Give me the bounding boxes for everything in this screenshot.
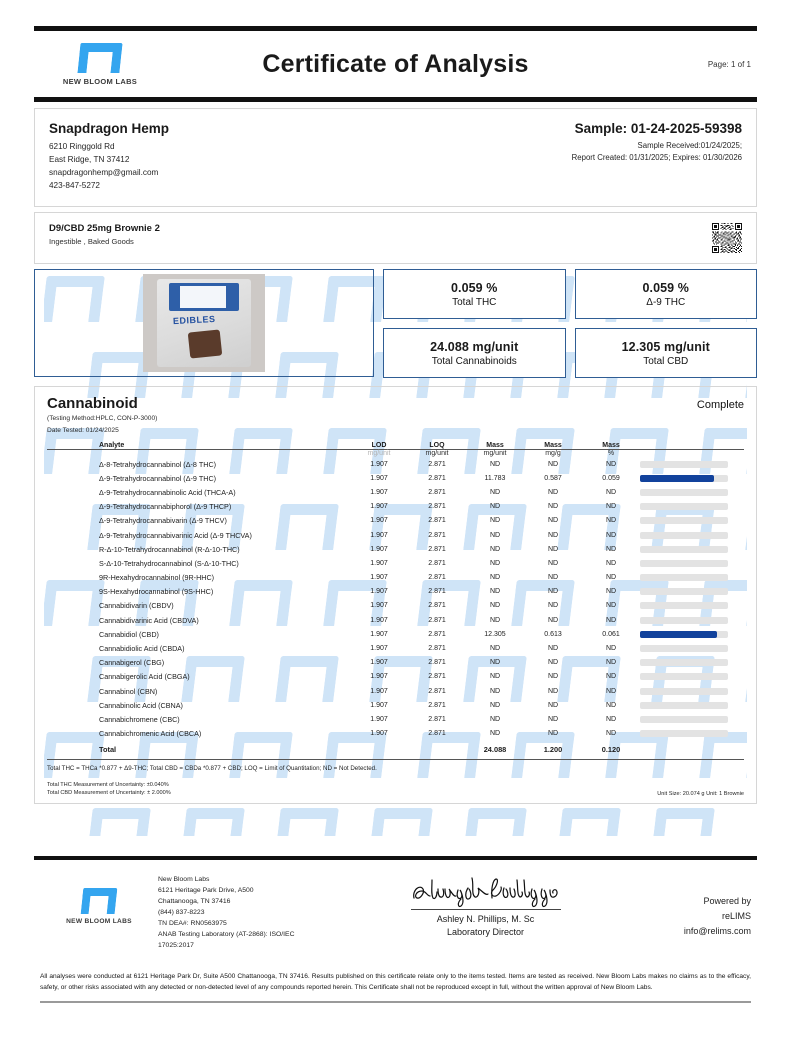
- analyte-mass-pct: ND: [605, 645, 617, 653]
- header-bottom-rule: [34, 97, 757, 102]
- watermark-logo-icon: [369, 808, 433, 836]
- panel-title: Cannabinoid: [47, 395, 138, 412]
- analyte-bar-cell: [640, 471, 744, 485]
- unit-lod: mg/unit: [367, 450, 391, 457]
- analyte-name: Δ-9-Tetrahydrocannabinolic Acid (THCA-A): [99, 487, 236, 497]
- analyte-lod: 1.907: [370, 559, 388, 567]
- powered-by-label: Powered by: [703, 896, 751, 907]
- analyte-name: 9S-Hexahydrocannabinol (9S-HHC): [99, 587, 214, 597]
- col-bar: [640, 442, 744, 450]
- metric-label: Total THC: [452, 296, 497, 308]
- analyte-bar-cell: [640, 528, 744, 542]
- analyte-loq: 2.871: [428, 715, 446, 723]
- bar-track: [640, 532, 728, 539]
- analyte-mass-mg-g: ND: [547, 503, 559, 511]
- analyte-loq: 2.871: [428, 474, 446, 482]
- analyte-mass-pct: ND: [605, 602, 617, 610]
- lab-address-1: 6121 Heritage Park Drive, A500: [158, 887, 254, 895]
- analyte-name: Δ-8-Tetrahydrocannabinol (Δ-8 THC): [99, 459, 217, 469]
- analyte-mass-mg-unit: ND: [489, 659, 501, 667]
- metric-total-thc: [383, 269, 566, 319]
- analyte-mass-mg-g: ND: [547, 559, 559, 567]
- table-total-row: [47, 741, 744, 757]
- analyte-bar-cell: [640, 514, 744, 528]
- analyte-lod: 1.907: [370, 545, 388, 553]
- analyte-mass-pct: ND: [605, 715, 617, 723]
- metric-value: 0.059 %: [642, 280, 690, 295]
- analyte-name: Cannabidivarin (CBDV): [99, 601, 174, 611]
- bar-track: [640, 588, 728, 595]
- product-package: [157, 279, 251, 367]
- uncertainty-thc: Total THC Measurement of Uncertainty: ±0.040%: [47, 782, 169, 789]
- analyte-mass-pct: ND: [605, 545, 617, 553]
- unit-loq: mg/unit: [425, 450, 449, 457]
- analyte-loq: 2.871: [428, 673, 446, 681]
- bar-track: [640, 574, 728, 581]
- table-row: [47, 500, 744, 514]
- analyte-loq: 2.871: [428, 701, 446, 709]
- signature-image: [408, 874, 564, 908]
- page-number: Page: 1 of 1: [707, 59, 751, 69]
- analyte-lod: 1.907: [370, 687, 388, 695]
- report-created: Report Created: 01/31/2025; Expires: 01/30/2026: [571, 153, 742, 162]
- table-footnote: Total THC = THCa *0.877 + Δ9-THC; Total CBD = CBDa *0.877 + CBD; LOQ = Limit of Quantitation; ND = Not Detected.: [47, 765, 377, 773]
- analyte-name: Cannabinolic Acid (CBNA): [99, 700, 183, 710]
- analyte-name: Δ-9-Tetrahydrocannabivarin (Δ-9 THCV): [99, 516, 227, 526]
- analyte-name: Cannabinol (CBN): [99, 686, 158, 696]
- col-mass-mg-unit: Mass: [466, 442, 524, 450]
- analyte-lod: 1.907: [370, 630, 388, 638]
- watermark-logo-icon: [745, 808, 747, 836]
- signature-role: Laboratory Director: [446, 927, 525, 938]
- bar-track: [640, 688, 728, 695]
- metric-row-bottom: [383, 328, 757, 378]
- analyte-loq: 2.871: [428, 687, 446, 695]
- lab-phone: (844) 837-8223: [158, 909, 205, 917]
- analyte-mass-pct: 0.059: [602, 474, 620, 482]
- analyte-mass-mg-g: ND: [547, 616, 559, 624]
- analyte-lod: 1.907: [370, 616, 388, 624]
- bar-track: [640, 617, 728, 624]
- analyte-bar-cell: [640, 457, 744, 471]
- table-row: [47, 585, 744, 599]
- analyte-bar-cell: [640, 698, 744, 712]
- analyte-lod: 1.907: [370, 715, 388, 723]
- table-row: [47, 698, 744, 712]
- product-name: D9/CBD 25mg Brownie 2: [49, 223, 160, 234]
- analyte-mass-mg-unit: ND: [489, 715, 501, 723]
- watermark-logo-icon: [181, 808, 245, 836]
- analyte-name: Δ-9-Tetrahydrocannabiphorol (Δ-9 THCP): [99, 502, 232, 512]
- analyte-name: Δ-9-Tetrahydrocannabivarinic Acid (Δ-9 THCVA): [99, 530, 252, 540]
- analyte-lod: 1.907: [370, 730, 388, 738]
- col-analyte: Analyte: [47, 442, 350, 450]
- client-address-1: 6210 Ringgold Rd: [49, 142, 115, 151]
- analyte-mass-pct: ND: [605, 687, 617, 695]
- analyte-loq: 2.871: [428, 574, 446, 582]
- analyte-mass-pct: ND: [605, 460, 617, 468]
- table-row: [47, 641, 744, 655]
- analyte-bar-cell: [640, 500, 744, 514]
- analyte-bar-cell: [640, 613, 744, 627]
- bar-track: [640, 503, 728, 510]
- uncertainty-block: [47, 781, 171, 797]
- col-mass-pct: Mass: [582, 442, 640, 450]
- client-name: Snapdragon Hemp: [49, 121, 170, 136]
- watermark-logo-icon: [651, 808, 715, 836]
- analyte-lod: 1.907: [370, 673, 388, 681]
- metric-total-cannabinoids: [383, 328, 566, 378]
- bar-track: [640, 716, 728, 723]
- analyte-mass-pct: ND: [605, 559, 617, 567]
- analyte-mass-mg-unit: ND: [489, 588, 501, 596]
- sample-id: Sample: 01-24-2025-59398: [574, 121, 742, 136]
- total-mass-mg-g: 1.200: [543, 744, 563, 754]
- sample-received: Sample Received:01/24/2025;: [637, 141, 742, 150]
- powered-by-name: reLIMS: [721, 911, 751, 922]
- analyte-name: Cannabichromene (CBC): [99, 714, 180, 724]
- analyte-bar-cell: [640, 542, 744, 556]
- table-row: [47, 514, 744, 528]
- table-row: [47, 727, 744, 741]
- analyte-bar-cell: [640, 727, 744, 741]
- analyte-loq: 2.871: [428, 503, 446, 511]
- legal-disclaimer: All analyses were conducted at 6121 Heritage Park Dr, Suite A500 Chattanooga, TN 37416. Results published on this certificate relate only to the items tested. Items are tested as received. New Bloom Labs makes no claims as to the efficacy, safety, or other risks associated with any detected or non-detected level of any compounds reported herein. This Certificate shall not be reproduced except in full, without the written approval of New Bloom Labs.: [40, 973, 751, 992]
- analyte-mass-pct: ND: [605, 673, 617, 681]
- client-address-2: East Ridge, TN 37412: [49, 155, 130, 164]
- analyte-loq: 2.871: [428, 630, 446, 638]
- lab-dea: TN DEA#: RN0563975: [158, 920, 227, 928]
- analyte-lod: 1.907: [370, 602, 388, 610]
- page-title: Certificate of Analysis: [262, 49, 529, 78]
- total-mass-pct: 0.120: [601, 744, 621, 754]
- lab-accreditation-2: 17025:2017: [158, 942, 194, 950]
- metric-delta9-thc: [575, 269, 758, 319]
- product-type: Ingestible , Baked Goods: [49, 237, 134, 246]
- table-row: [47, 542, 744, 556]
- analyte-mass-pct: ND: [605, 659, 617, 667]
- analyte-mass-mg-unit: ND: [489, 687, 501, 695]
- analyte-lod: 1.907: [370, 488, 388, 496]
- table-row: [47, 528, 744, 542]
- table-header-row: [47, 442, 744, 450]
- analyte-bar-cell: [640, 485, 744, 499]
- table-row: [47, 670, 744, 684]
- product-photo-box: [34, 269, 374, 377]
- analyte-mass-mg-unit: ND: [489, 517, 501, 525]
- watermark-logo-icon: [275, 808, 339, 836]
- bar-fill: [640, 475, 714, 482]
- brownie-shape: [188, 329, 223, 358]
- analyte-mass-mg-g: 0.613: [544, 630, 562, 638]
- metric-grid: [383, 269, 757, 378]
- table-row: [47, 571, 744, 585]
- table-unit-row: [47, 450, 744, 458]
- unit-analyte: [47, 450, 350, 458]
- unit-mass-pct: %: [607, 450, 615, 457]
- unit-mass-mg-unit: mg/unit: [483, 450, 507, 457]
- footer-bottom-rule: [40, 1001, 751, 1003]
- metric-label: Total Cannabinoids: [431, 355, 517, 367]
- analyte-mass-pct: 0.061: [602, 630, 620, 638]
- analyte-mass-mg-g: ND: [547, 701, 559, 709]
- metric-row-top: [383, 269, 757, 319]
- signature-name: Ashley N. Phillips, M. Sc: [436, 914, 535, 925]
- bar-track: [640, 489, 728, 496]
- watermark-logo-icon: [463, 808, 527, 836]
- analyte-loq: 2.871: [428, 488, 446, 496]
- analyte-loq: 2.871: [428, 517, 446, 525]
- analyte-lod: 1.907: [370, 503, 388, 511]
- analyte-mass-mg-g: ND: [547, 460, 559, 468]
- bar-track: [640, 475, 728, 482]
- analyte-mass-mg-g: ND: [547, 545, 559, 553]
- total-lod: [350, 741, 408, 757]
- bar-track: [640, 673, 728, 680]
- panel-header: [47, 395, 744, 412]
- summary-strip: [34, 269, 757, 378]
- analyte-mass-mg-unit: ND: [489, 503, 501, 511]
- analyte-mass-pct: ND: [605, 616, 617, 624]
- analyte-mass-mg-g: ND: [547, 488, 559, 496]
- status-badge: Complete: [696, 399, 744, 411]
- analyte-mass-mg-g: ND: [547, 687, 559, 695]
- table-bottom-rule: [47, 759, 744, 760]
- analyte-bar-cell: [640, 627, 744, 641]
- analyte-lod: 1.907: [370, 701, 388, 709]
- analyte-lod: 1.907: [370, 474, 388, 482]
- cannabinoid-panel: [34, 386, 757, 804]
- analyte-mass-mg-g: ND: [547, 715, 559, 723]
- analyte-name: Cannabidivarinic Acid (CBDVA): [99, 615, 199, 625]
- bar-track: [640, 645, 728, 652]
- client-email: snapdragonhemp@gmail.com: [49, 168, 159, 177]
- metric-total-cbd: [575, 328, 758, 378]
- analyte-mass-pct: ND: [605, 517, 617, 525]
- analyte-table-body: [47, 457, 744, 756]
- analyte-mass-mg-g: ND: [547, 574, 559, 582]
- analyte-mass-pct: ND: [605, 531, 617, 539]
- analyte-bar-cell: [640, 556, 744, 570]
- watermark-logo-icon: [557, 808, 621, 836]
- analyte-name: Cannabigerolic Acid (CBGA): [99, 672, 190, 682]
- analyte-lod: 1.907: [370, 531, 388, 539]
- lab-address-block: [158, 874, 370, 951]
- analyte-mass-mg-unit: ND: [489, 559, 501, 567]
- watermark-logo-icon: [87, 808, 151, 836]
- total-mass-mg-unit: 24.088: [483, 744, 507, 754]
- qr-code-icon[interactable]: [712, 223, 742, 253]
- analyte-mass-mg-g: 0.587: [544, 474, 562, 482]
- analyte-mass-mg-g: ND: [547, 588, 559, 596]
- bar-track: [640, 602, 728, 609]
- analyte-lod: 1.907: [370, 574, 388, 582]
- page-header: [34, 31, 757, 97]
- analyte-mass-mg-g: ND: [547, 673, 559, 681]
- bar-track: [640, 702, 728, 709]
- analyte-mass-mg-unit: ND: [489, 545, 501, 553]
- bar-track: [640, 730, 728, 737]
- analyte-lod: 1.907: [370, 645, 388, 653]
- table-row: [47, 471, 744, 485]
- metric-value: 12.305 mg/unit: [621, 339, 710, 354]
- analyte-mass-mg-unit: ND: [489, 531, 501, 539]
- analyte-loq: 2.871: [428, 545, 446, 553]
- analyte-mass-mg-unit: ND: [489, 488, 501, 496]
- analyte-mass-mg-g: ND: [547, 730, 559, 738]
- analyte-mass-mg-g: ND: [547, 645, 559, 653]
- product-info: [49, 223, 160, 246]
- analyte-loq: 2.871: [428, 645, 446, 653]
- analyte-mass-mg-unit: 12.305: [484, 630, 506, 638]
- analyte-mass-mg-g: ND: [547, 602, 559, 610]
- col-lod: LOD: [350, 442, 408, 450]
- analyte-mass-pct: ND: [605, 503, 617, 511]
- analyte-bar-cell: [640, 585, 744, 599]
- analyte-table: [47, 442, 744, 756]
- analyte-lod: 1.907: [370, 659, 388, 667]
- package-brand-text: EDIBLES: [172, 313, 216, 327]
- analyte-mass-mg-g: ND: [547, 531, 559, 539]
- total-bar-cell: [640, 741, 744, 757]
- col-loq: LOQ: [408, 442, 466, 450]
- testing-method: (Testing Method:HPLC, CON-P-3000): [47, 415, 158, 422]
- analyte-lod: 1.907: [370, 517, 388, 525]
- analyte-mass-mg-unit: ND: [489, 645, 501, 653]
- package-label: [169, 283, 239, 311]
- analyte-mass-mg-unit: ND: [489, 701, 501, 709]
- analyte-loq: 2.871: [428, 602, 446, 610]
- analyte-bar-cell: [640, 684, 744, 698]
- metric-label: Total CBD: [643, 355, 689, 367]
- metric-value: 0.059 %: [450, 280, 498, 295]
- product-photo: [143, 274, 265, 372]
- analyte-name: Δ-9-Tetrahydrocannabinol (Δ-9 THC): [99, 473, 217, 483]
- watermark-row: [44, 808, 747, 836]
- analyte-lod: 1.907: [370, 460, 388, 468]
- bar-track: [640, 517, 728, 524]
- analyte-loq: 2.871: [428, 616, 446, 624]
- analyte-loq: 2.871: [428, 659, 446, 667]
- analyte-bar-cell: [640, 571, 744, 585]
- signature-rule: [411, 909, 561, 910]
- powered-by-block: [601, 874, 751, 939]
- analyte-mass-mg-g: ND: [547, 659, 559, 667]
- analyte-mass-mg-unit: 11.783: [484, 474, 506, 482]
- footer-logo: [40, 874, 158, 925]
- analyte-bar-cell: [640, 599, 744, 613]
- bar-track: [640, 560, 728, 567]
- bar-track: [640, 546, 728, 553]
- analyte-name: 9R-Hexahydrocannabinol (9R-HHC): [99, 573, 215, 583]
- powered-by-email[interactable]: info@relims.com: [683, 926, 751, 937]
- table-row: [47, 485, 744, 499]
- coa-page: [0, 26, 791, 1050]
- analyte-mass-mg-unit: ND: [489, 616, 501, 624]
- lab-accreditation: ANAB Testing Laboratory (AT-2868): ISO/IEC: [158, 931, 295, 939]
- analyte-name: Cannabichromenic Acid (CBCA): [99, 729, 202, 739]
- metric-value: 24.088 mg/unit: [430, 339, 519, 354]
- analyte-bar-cell: [640, 656, 744, 670]
- table-row: [47, 613, 744, 627]
- page-footer: [34, 860, 757, 951]
- analyte-mass-pct: ND: [605, 701, 617, 709]
- footer-logo-label: NEW BLOOM LABS: [66, 918, 132, 926]
- product-card: [34, 212, 757, 264]
- analyte-loq: 2.871: [428, 559, 446, 567]
- analyte-bar-cell: [640, 712, 744, 726]
- bar-track: [640, 631, 728, 638]
- table-row: [47, 556, 744, 570]
- table-row: [47, 712, 744, 726]
- analyte-lod: 1.907: [370, 588, 388, 596]
- analyte-mass-mg-unit: ND: [489, 602, 501, 610]
- unit-mass-mg-g: mg/g: [545, 450, 561, 457]
- logo-label: NEW BLOOM LABS: [62, 76, 138, 86]
- unit-bar: [640, 450, 744, 458]
- analyte-loq: 2.871: [428, 460, 446, 468]
- analyte-bar-cell: [640, 641, 744, 655]
- analyte-name: Cannabigerol (CBG): [99, 658, 165, 668]
- analyte-mass-mg-unit: ND: [489, 730, 501, 738]
- analyte-mass-pct: ND: [605, 588, 617, 596]
- uncertainty-cbd: Total CBD Measurement of Uncertainty: ± 2.000%: [47, 790, 171, 797]
- lab-address-2: Chattanooga, TN 37416: [158, 898, 231, 906]
- analyte-mass-mg-unit: ND: [489, 673, 501, 681]
- table-row: [47, 457, 744, 471]
- client-phone: 423-847-5272: [49, 181, 100, 190]
- analyte-name: R-Δ-10-Tetrahydrocannabinol (R-Δ-10-THC): [99, 544, 240, 554]
- signature-block: [370, 874, 601, 937]
- bar-fill: [640, 631, 717, 638]
- table-row: [47, 599, 744, 613]
- table-row: [47, 656, 744, 670]
- lab-name: New Bloom Labs: [158, 876, 210, 884]
- analyte-mass-pct: ND: [605, 574, 617, 582]
- analyte-mass-pct: ND: [605, 488, 617, 496]
- analyte-name: Cannabidiol (CBD): [99, 629, 159, 639]
- lab-logo: [40, 43, 160, 86]
- unit-size-note: Unit Size: 20.074 g Unit: 1 Brownie: [657, 791, 744, 798]
- table-row: [47, 684, 744, 698]
- date-tested: Date Tested: 01/24/2025: [47, 427, 119, 434]
- bar-track: [640, 659, 728, 666]
- total-label: Total: [99, 744, 117, 754]
- new-bloom-labs-logo-icon: [77, 43, 122, 73]
- footnote-bottom-row: [47, 781, 744, 803]
- analyte-mass-mg-unit: ND: [489, 574, 501, 582]
- client-info: [49, 121, 169, 192]
- table-row: [47, 627, 744, 641]
- col-mass-mg-g: Mass: [524, 442, 582, 450]
- analyte-name: S-Δ-10-Tetrahydrocannabinol (S-Δ-10-THC): [99, 558, 239, 568]
- analyte-name: Cannabidiolic Acid (CBDA): [99, 644, 185, 654]
- total-loq: [408, 741, 466, 757]
- analyte-mass-mg-g: ND: [547, 517, 559, 525]
- analyte-mass-pct: ND: [605, 730, 617, 738]
- new-bloom-labs-logo-icon: [81, 888, 118, 914]
- analyte-loq: 2.871: [428, 730, 446, 738]
- sample-info: [572, 121, 742, 192]
- analyte-loq: 2.871: [428, 531, 446, 539]
- bar-track: [640, 461, 728, 468]
- analyte-loq: 2.871: [428, 588, 446, 596]
- analyte-bar-cell: [640, 670, 744, 684]
- analyte-mass-mg-unit: ND: [489, 460, 501, 468]
- metric-label: Δ-9 THC: [646, 296, 686, 308]
- client-sample-card: [34, 108, 757, 207]
